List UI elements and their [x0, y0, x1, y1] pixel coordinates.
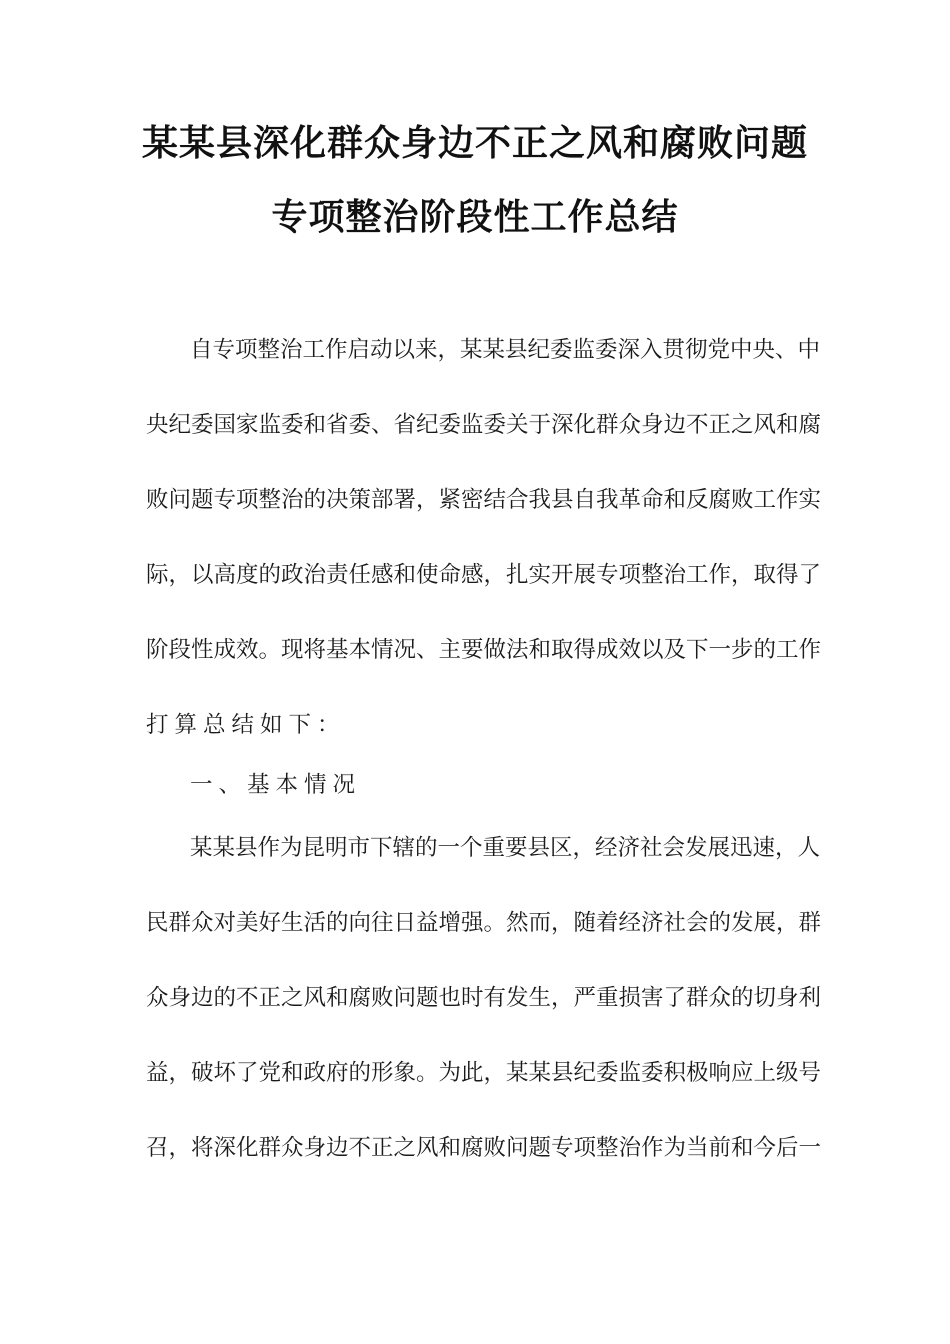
section-heading-basic-situation: 一、基本情况	[190, 772, 362, 798]
basic-situation-paragraph-line: 益，破坏了党和政府的形象。为此，某某县纪委监委积极响应上级号	[146, 1060, 822, 1086]
document-title-line-2: 专项整治阶段性工作总结	[271, 197, 679, 238]
intro-paragraph-line: 央纪委国家监委和省委、省纪委监委关于深化群众身边不正之风和腐	[146, 412, 822, 438]
basic-situation-paragraph-line: 召，将深化群众身边不正之风和腐败问题专项整治作为当前和今后一	[146, 1135, 822, 1161]
basic-situation-paragraph-line: 某某县作为昆明市下辖的一个重要县区，经济社会发展迅速，人	[190, 835, 821, 861]
intro-paragraph-line: 阶段性成效。现将基本情况、主要做法和取得成效以及下一步的工作	[146, 637, 822, 663]
intro-paragraph-line: 打算总结如下：	[146, 712, 346, 738]
intro-paragraph-line: 败问题专项整治的决策部署，紧密结合我县自我革命和反腐败工作实	[146, 487, 822, 513]
document-title-line-1: 某某县深化群众身边不正之风和腐败问题	[141, 123, 808, 164]
basic-situation-paragraph-line: 众身边的不正之风和腐败问题也时有发生，严重损害了群众的切身利	[146, 985, 822, 1011]
basic-situation-paragraph-line: 民群众对美好生活的向往日益增强。然而，随着经济社会的发展，群	[146, 910, 822, 936]
intro-paragraph-line: 自专项整治工作启动以来，某某县纪委监委深入贯彻党中央、中	[190, 337, 821, 363]
intro-paragraph-line: 际，以高度的政治责任感和使命感，扎实开展专项整治工作，取得了	[146, 562, 822, 588]
